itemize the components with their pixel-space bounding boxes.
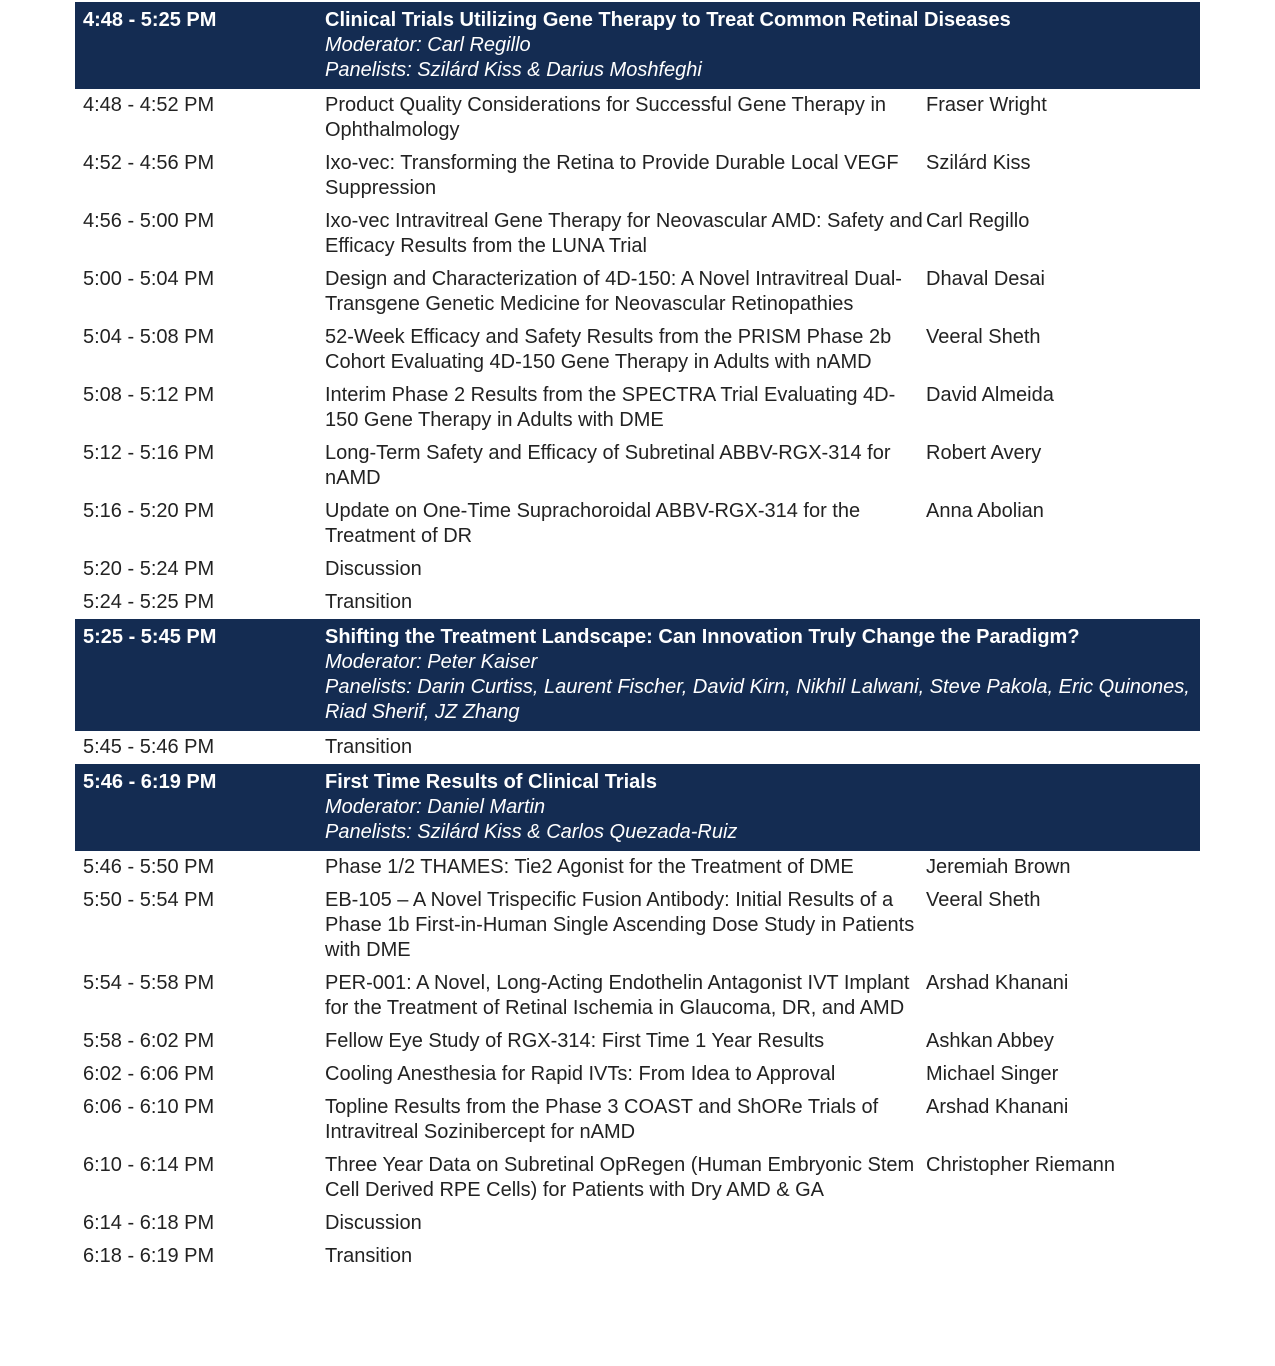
agenda-row [75,851,1200,884]
row-talk-title: Cooling Anesthesia for Rapid IVTs: From Idea to Approval [325,1063,836,1085]
row-time: 5:54 - 5:58 PM [83,972,215,994]
row-speaker: Michael Singer [926,1063,1059,1085]
row-time: 5:46 - 5:50 PM [83,856,215,878]
session-moderator: Moderator: Peter Kaiser [325,651,538,673]
agenda-row [75,553,1200,586]
agenda-row [75,731,1200,764]
session-time: 5:46 - 6:19 PM [83,771,217,793]
row-speaker: Anna Abolian [926,500,1044,522]
agenda-row [75,1058,1200,1091]
session-panelists: Panelists: Darin Curtiss, Laurent Fischer, David Kirn, Nikhil Lalwani, Steve Pakola, Eric Quinones, Riad Sherif, JZ Zhang [325,676,1190,723]
agenda-row [75,1025,1200,1058]
session-title: First Time Results of Clinical Trials [325,771,657,793]
row-time: 5:50 - 5:54 PM [83,889,215,911]
agenda-row [75,321,1200,379]
row-talk-title: 52-Week Efficacy and Safety Results from the PRISM Phase 2b Cohort Evaluating 4D-150 Gene Therapy in Adults with nAMD [325,326,892,373]
session-time: 5:25 - 5:45 PM [83,626,217,648]
session-panelists: Panelists: Szilárd Kiss & Darius Moshfeghi [325,59,702,81]
row-speaker [926,557,1200,582]
row-speaker [926,1244,1200,1269]
row-time: 5:08 - 5:12 PM [83,384,215,406]
session-panelists: Panelists: Szilárd Kiss & Carlos Quezada-Ruiz [325,821,738,843]
row-speaker [926,590,1200,615]
row-speaker: Szilárd Kiss [926,152,1031,174]
row-speaker: Dhaval Desai [926,268,1045,290]
row-talk-title: Update on One-Time Suprachoroidal ABBV-RGX-314 for the Treatment of DR [325,500,861,547]
row-time: 6:18 - 6:19 PM [83,1245,215,1267]
row-speaker [926,735,1200,760]
agenda-row [75,437,1200,495]
session-moderator: Moderator: Carl Regillo [325,34,531,56]
row-time: 6:06 - 6:10 PM [83,1096,215,1118]
row-time: 5:16 - 5:20 PM [83,500,215,522]
row-time: 5:45 - 5:46 PM [83,736,215,758]
row-time: 4:56 - 5:00 PM [83,210,215,232]
row-time: 6:02 - 6:06 PM [83,1063,215,1085]
row-speaker: Fraser Wright [926,94,1047,116]
agenda-row [75,379,1200,437]
agenda-row [75,89,1200,147]
row-speaker: Arshad Khanani [926,972,1069,994]
session-title: Shifting the Treatment Landscape: Can Innovation Truly Change the Paradigm? [325,626,1080,648]
row-talk-title: Discussion [325,1212,422,1234]
row-talk-title: Fellow Eye Study of RGX-314: First Time 1 Year Results [325,1030,825,1052]
agenda-row [75,1149,1200,1207]
row-time: 5:24 - 5:25 PM [83,591,215,613]
row-speaker: Veeral Sheth [926,326,1041,348]
agenda-row [75,205,1200,263]
row-speaker [926,1211,1200,1236]
row-time: 5:12 - 5:16 PM [83,442,215,464]
row-speaker: David Almeida [926,384,1054,406]
row-talk-title: Long-Term Safety and Efficacy of Subretinal ABBV-RGX-314 for nAMD [325,442,891,489]
agenda-row [75,263,1200,321]
row-speaker: Carl Regillo [926,210,1030,232]
session-info [325,625,1200,725]
agenda-row [75,147,1200,205]
row-speaker: Jeremiah Brown [926,856,1071,878]
row-speaker: Christopher Riemann [926,1154,1115,1176]
session-info [325,8,1200,83]
row-speaker: Robert Avery [926,442,1042,464]
row-talk-title: Three Year Data on Subretinal OpRegen (Human Embryonic Stem Cell Derived RPE Cells) for Patients with Dry AMD & GA [325,1154,915,1201]
row-talk-title: PER-001: A Novel, Long-Acting Endothelin Antagonist IVT Implant for the Treatment of Retinal Ischemia in Glaucoma, DR, and AMD [325,972,910,1019]
row-talk-title: Discussion [325,558,422,580]
row-time: 4:52 - 4:56 PM [83,152,215,174]
session-title: Clinical Trials Utilizing Gene Therapy to Treat Common Retinal Diseases [325,9,1011,31]
row-talk-title: Design and Characterization of 4D-150: A Novel Intravitreal Dual-Transgene Genetic Medicine for Neovascular Retinopathies [325,268,902,315]
agenda-row [75,495,1200,553]
agenda-row [75,1240,1200,1273]
row-talk-title: Transition [325,736,413,758]
agenda-row [75,1091,1200,1149]
row-talk-title: Transition [325,591,413,613]
row-talk-title: Ixo-vec: Transforming the Retina to Provide Durable Local VEGF Suppression [325,152,899,199]
row-time: 5:00 - 5:04 PM [83,268,215,290]
row-time: 6:10 - 6:14 PM [83,1154,215,1176]
session-info [325,770,1200,845]
session-header [75,619,1200,731]
agenda-row [75,967,1200,1025]
row-talk-title: Ixo-vec Intravitreal Gene Therapy for Neovascular AMD: Safety and Efficacy Results from the LUNA Trial [325,210,923,257]
row-talk-title: Phase 1/2 THAMES: Tie2 Agonist for the Treatment of DME [325,856,854,878]
session-header [75,2,1200,89]
row-talk-title: Interim Phase 2 Results from the SPECTRA Trial Evaluating 4D-150 Gene Therapy in Adults with DME [325,384,896,431]
row-talk-title: Product Quality Considerations for Successful Gene Therapy in Ophthalmology [325,94,887,141]
row-speaker: Ashkan Abbey [926,1030,1054,1052]
agenda-row [75,1207,1200,1240]
row-time: 6:14 - 6:18 PM [83,1212,215,1234]
row-speaker: Arshad Khanani [926,1096,1069,1118]
session-moderator: Moderator: Daniel Martin [325,796,546,818]
agenda-table [75,2,1200,1273]
session-header [75,764,1200,851]
agenda-row [75,884,1200,967]
agenda-row [75,586,1200,619]
row-talk-title: Transition [325,1245,413,1267]
session-time: 4:48 - 5:25 PM [83,9,217,31]
row-talk-title: EB-105 – A Novel Trispecific Fusion Antibody: Initial Results of a Phase 1b First-in-Human Single Ascending Dose Study in Patients with DME [325,889,915,961]
row-talk-title: Topline Results from the Phase 3 COAST and ShORe Trials of Intravitreal Sozinibercept for nAMD [325,1096,879,1143]
row-time: 4:48 - 4:52 PM [83,94,215,116]
row-time: 5:58 - 6:02 PM [83,1030,215,1052]
row-time: 5:04 - 5:08 PM [83,326,215,348]
row-time: 5:20 - 5:24 PM [83,558,215,580]
row-speaker: Veeral Sheth [926,889,1041,911]
